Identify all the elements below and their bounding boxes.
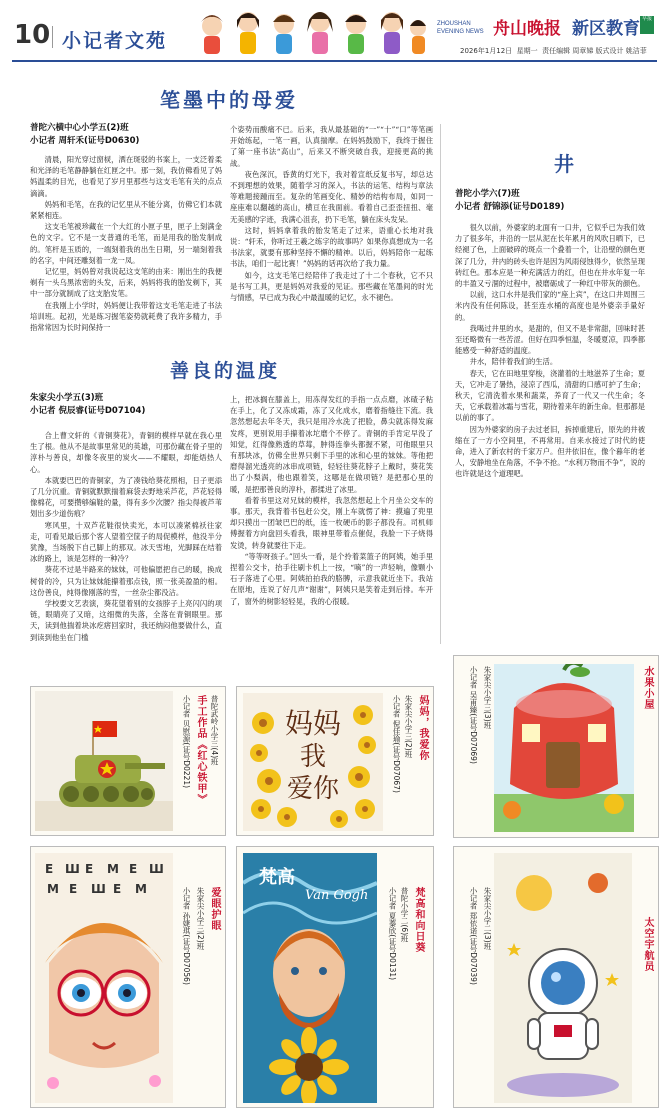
reporter: 小记者 倪辰睿(证号D07104)	[30, 406, 146, 416]
artwork-school: 朱家尖小学二(3)班	[483, 887, 492, 951]
artwork-title: 手工作品《红心铁甲》	[195, 695, 206, 805]
artwork-caption	[177, 695, 196, 788]
artwork-card	[453, 655, 659, 838]
svg-text:妈妈: 妈妈	[284, 707, 342, 740]
artwork-caption	[638, 917, 657, 972]
svg-text:E: E	[113, 882, 122, 896]
child-figure-7	[410, 20, 426, 54]
svg-text:E: E	[45, 862, 54, 876]
svg-text:Ш: Ш	[149, 862, 164, 876]
tank-craft-image	[35, 691, 173, 831]
editors: 责任编辑 周章娣 版式设计 姚洁菲	[542, 47, 647, 55]
artwork-school: 朱家尖小学三(2)班	[196, 887, 205, 951]
paper-logo: 舟山晚报	[493, 19, 561, 39]
artwork-caption	[383, 887, 402, 980]
artwork-caption	[177, 887, 196, 985]
school: 普陀小学六(7)班	[455, 189, 520, 199]
reporter: 小记者 舒锦添(证号D0189)	[455, 202, 565, 212]
svg-text:梵高: 梵高	[259, 867, 295, 888]
artwork-reporter: 小记者 吴甫臻(证号D07069)	[469, 666, 478, 764]
svg-text:E: E	[69, 882, 78, 896]
child-figure-3	[273, 14, 295, 54]
svg-text:Van Gogh: Van Gogh	[305, 888, 369, 903]
masthead-rule	[12, 60, 657, 62]
artwork-reporter: 小记者 贝慰源(证号D0221)	[182, 695, 191, 789]
edition-name: 新区教育	[572, 19, 640, 39]
reporter: 小记者 周轩禾(证号D0630)	[30, 136, 140, 146]
school: 普陀六横中心小学五(2)班	[30, 123, 129, 133]
svg-text:爱你: 爱你	[286, 774, 340, 804]
child-figure-1	[201, 15, 223, 54]
child-figure-4	[307, 12, 333, 54]
svg-text:E: E	[85, 862, 94, 876]
dateline	[460, 46, 647, 56]
artwork-caption	[638, 666, 657, 710]
article-column: 上，把冰搁在膝盖上，用冻得发红的手指一点点磨，冰碴子粘在手上，化了又冻成霜，冻了又化成水，磨着指缝往下流。我忽然想起去年冬天，我只是用冷水洗了把脸，鼻尖就冻得发麻发疼，更别说用手攥着冰坨磨个不停了。青铜的手肯定早没了知觉，红得像熟透的草莓，肿得连拳头都握不紧，可他眼里只有那块冰，仿佛全世界只剩下手里的冰和心里的妹妹。等他把磨得溜光透亮的冰串成项链，轻轻往葵花脖子上戴时，葵花笑出了小梨涡，他也跟着笑，这哪是在做项链？是把那心里的暖，是把那善良的淳朴，都揉进了冰里。 看着书里这对兄妹的模样，我忽然想起上个月坐公交车的事。那天，我背着书包赶公交，刚上车就愣了神：摸遍了兜里却只摸出一团皱巴巴的纸，连一枚硬币的影子都没有。司机师傅握着方向盘回头看我，眼神里带着点催促，我脸一下子烧得发烫，转身就要往下走。 “等等呀孩子。”回头一看，是个拎着菜篮子的阿姨，她手里捏着公交卡，抬手往刷卡机上一按，“嘀”的一声轻响，像颗小石子落进了心里。阿姨拍拍我的胳膊，示意我就近坐下。我站在原地，连说了好几声“谢谢”，阿姨只是笑着走到后排。车开了，窗外的树影轻轻晃，我的心很暖。	[230, 395, 433, 606]
article-title: 善良的温度	[170, 360, 281, 382]
artwork-card	[30, 846, 226, 1108]
article-byline	[30, 392, 145, 418]
svg-text:Ш: Ш	[65, 862, 80, 876]
artwork-title: 太空宇航员	[642, 917, 653, 972]
artwork-card	[236, 686, 434, 836]
artwork-school: 普陀小学二(6)班	[400, 887, 409, 943]
eye-care-drawing-image	[35, 853, 173, 1103]
fruit-house-image	[494, 664, 634, 832]
artwork-school: 朱家尖小学三(3)班	[483, 666, 492, 730]
artwork-reporter: 小记者 孙婕琪(证号D07056)	[182, 887, 191, 985]
school: 朱家尖小学五(3)班	[30, 393, 104, 403]
flower-drawing-image	[243, 693, 383, 831]
edition-tag: 早报	[640, 16, 654, 34]
article-title: 笔墨中的母爱	[160, 88, 298, 112]
svg-text:E: E	[129, 862, 138, 876]
astronaut-drawing-image	[494, 853, 632, 1103]
children-illustration	[192, 2, 428, 58]
article-column: 清晨，阳光穿过窗棂，洒在斑驳的书案上，一支泛着柔和光泽的毛笔静静躺在红匣之中。那一刻，我仿佛看见了妈妈温柔的目光，也看见了岁月里那些与这支毛笔有关的点点滴滴。 妈妈和毛笔，在我的记忆里从不能分离，仿佛它们本就紧紧相连。 这支毛笔被珍藏在一个大红的小匣子里，匣子上刻满金色的文字。它不是一支普通的毛笔，而是用我的胎发制成的。笔杆是玉质的，一端刻着我的出生日期，另一端刻着我的名字，中间还雕刻着一龙一凤。 记忆里，妈妈曾对我说起这支笔的由来：刚出生的我便剃有一头乌黑浓密的头发，后来，妈妈将我的胎发剃下，其中一部分就制成了这支胎发笔。 在我刚上小学时，妈妈便让我带着这支毛笔走进了书法培训班。起初，光是练习握笔姿势就耗费了我许多精力，手指常常因为长时间保持一	[30, 155, 222, 333]
paper-english-name: ZHOUSHAN EVENING NEWS	[437, 21, 484, 35]
svg-text:Ш: Ш	[91, 882, 106, 896]
artwork-title: 妈妈，我爱你	[417, 695, 428, 761]
article-byline	[455, 188, 564, 214]
svg-text:M: M	[135, 882, 147, 896]
artwork-school: 朱家尖小学三(2)班	[404, 695, 413, 759]
date: 2026年1月12日	[460, 47, 513, 55]
svg-text:我: 我	[299, 742, 327, 772]
van-gogh-sunflower-image	[243, 853, 377, 1103]
page-number: 10	[14, 20, 51, 50]
svg-text:M: M	[107, 862, 119, 876]
article-column: 很久以前，外婆家的北面有一口井，它似乎已为我们效力了很多年，井沿的一层从泥在长年累月的风吹日晒下，已经褪了色，上面破碎的斑点一个叠着一个，让沿壁的颜色更深了几分，井内的砖头也许是因为风雨侵蚀得少，依然呈现砖红色。那本应是一种充满活力的红，但也在井水年复一年的丰盈又亏涸的过程中，被磨砺成了一种红中带灰的颜色。 以前，这口水井是我们家的“座上宾”，在这口井周围三米内没有任何陈设，甚至连水桶的高度也是外婆亲手量好的。 我喝过井里的水，是甜的，但又不是非常甜，回味时甚至还略微有一些苦涩。但好在四季恒温，冬暖夏凉，四季都能感受一种舒适的温度。 井水，陪伴着我们的生活。 春天，它在田地里穿梭，浇灌着的土地滋养了生命；夏天，它冲走了暑热，浸凉了西瓜，清甜的口感可护了生命；秋天，它清洗着水果和蔬菜，养育了一代又一代生命；冬天，它承载着冰霜与雪花，期待着来年的新生命。但那都是以前的事了。 因为外婆家的房子去过老旧，拆掉重建后，原先的井被缩在了一方小空间里，不再常用。自来水接过了时代的使命，进入了新农村的千家万户。但井依旧在，像个暮年的老人，安静地坐在角落，不争不抢。“水利万物而不争”，说的也许就是这个道理吧。	[455, 223, 645, 479]
artwork-card	[236, 846, 434, 1108]
svg-text:M: M	[47, 882, 59, 896]
article-column: 个姿势而酸痛不已。后来，我从最基础的“一”“十”“口”等笔画开始练起，一笔一画，认真揣摩。在妈妈鼓励下，我终于握住了第一座书法“高山”，后来又不断突破自我，迎接更高的挑战。 夜色深沉，昏黄的灯光下，我对着宣纸反复书写，却总达不到理想的效果，随着学习的深入，书法的运笔、结构与章法等难题接踵而至。复杂的笔画变化、精妙的结构布局，如同一座座难以翻越的高山，横亘在我面前。看着自己歪歪扭扭、毫无美感的字迹，我满心沮丧，扔下毛笔，躺在床头发呆。 这时，妈妈拿着我的胎发笔走了过来，语重心长地对我说：“轩禾，你听过王羲之练字的故事吗？如果你真想成为一名书法家，就要有那种坚持不懈的精神。以后，妈妈陪你一起练书法，咱们一起比赛！”妈妈的话再次给了我力量。 如今，这支毛笔已经陪伴了我走过了十二个春秋，它不只是书写工具，更是妈妈对我爱的见证。那些藏在笔墨间的时光与情感，早已成为我心中最温暖的记忆，永不褪色。	[230, 125, 433, 303]
artwork-title: 爱眼护眼	[209, 887, 220, 931]
artwork-card	[30, 686, 226, 836]
artwork-title: 水果小屋	[642, 666, 653, 710]
masthead	[0, 0, 669, 64]
section-title: 小记者文苑	[62, 30, 168, 52]
article-column: 合上曹文轩的《青铜葵花》，青铜的模样早就在我心里生了根。他从不是故事里常见的英雄，可那份藏在骨子里的淳朴与善良，却像冬夜里的炭火——不耀眼，却能焐热人心。 本就要巴巴的青铜家，为了凑钱给葵花照相，日子更添了几分沉重。青铜就默默揣着麻袋去野地采芦花，芦花轻得像棉花，可要攒够编鞋的量，得有多少次腰？指尖得被芦苇划出多少道伤痕？ 寒风里，十双芦花鞋很快卖光，本可以凑紧棉袄往家走，可看见最后那个客人望着空筐子的局促模样，他没半分犹豫，当场脱下自己脚上的那双。冰天雪地，光脚踩在结着冰的路上，该是怎样的一种冷？ 葵花不过是半路来的妹妹，可他偏愿把自己的暖，换成树骨的冷，只为让妹妹能攥着那点钱，照一张美盈盈的相。这份善良，纯得像刚落的雪，一丝杂尘都没沾。 学校要文艺表演，葵花望着别的女孩脖子上亮闪闪的项链，眼睛亮了又暗，这细微的失落，全落在青铜眼里。那天，读到他揣着块冰疙瘩回家时，我还纳闷他要做什么，直到读到他坐在门槛	[30, 431, 222, 642]
child-figure-2	[237, 12, 259, 54]
artwork-card	[453, 846, 659, 1108]
artwork-title: 梵高和向日葵	[413, 887, 424, 953]
artwork-reporter: 小记者 郑依诺(证号D07039)	[469, 887, 478, 985]
article-byline	[30, 122, 139, 148]
artwork-caption	[205, 695, 224, 766]
divider	[52, 26, 53, 48]
article-title: 井	[554, 152, 574, 176]
column-divider	[440, 124, 441, 644]
artwork-reporter: 小记者 夏蓁欣(证号D0131)	[388, 887, 397, 981]
child-figure-6	[381, 12, 403, 54]
artwork-caption	[387, 695, 406, 793]
weekday: 星期一	[516, 47, 538, 55]
artwork-school: 普陀武岭小学三(4)班	[210, 695, 219, 766]
child-figure-5	[345, 14, 367, 54]
artwork-reporter: 小记者 倪佳瑜(证号D07067)	[392, 695, 401, 793]
